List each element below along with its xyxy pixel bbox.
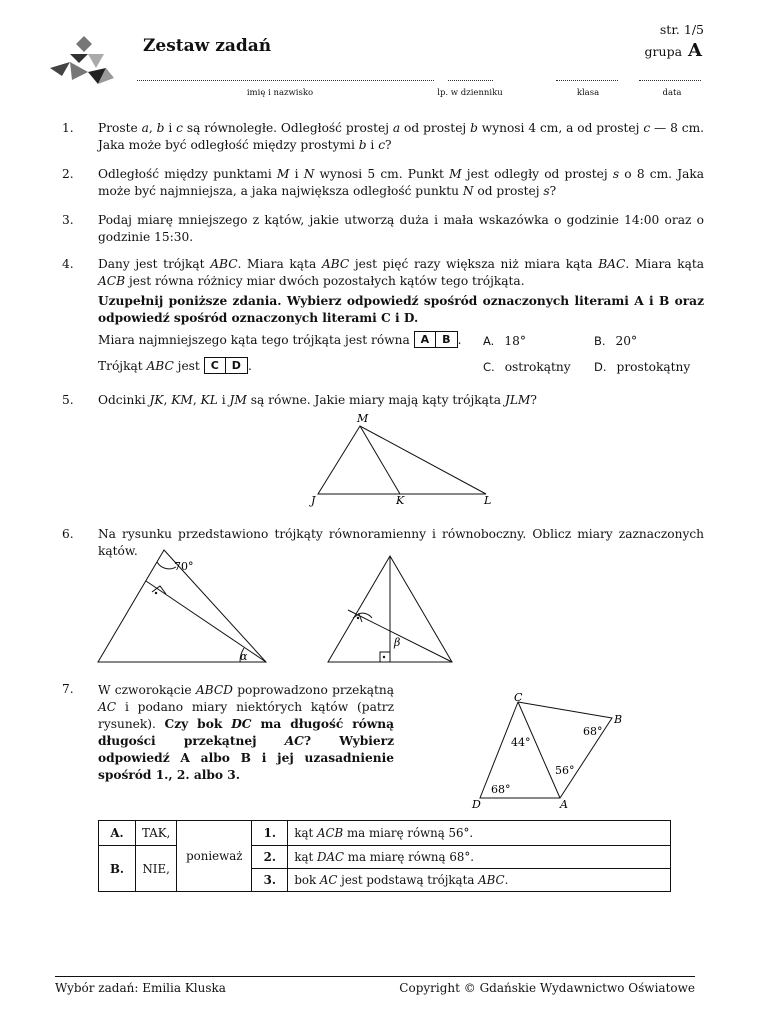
reason-3-number[interactable]: 3. [252,869,288,892]
reason-1-text[interactable]: kąt ACB ma miarę równą 56°. [288,821,671,846]
answer-b-label: NIE, [136,846,177,892]
label-j: J [311,494,316,507]
page-number: str. 1/5 [659,22,704,37]
answer-b-cell[interactable]: B. [99,846,136,892]
page-title: Zestaw zadań [143,36,272,56]
reason-3-text[interactable]: bok AC jest podstawą trójkąta ABC. [288,869,671,892]
option-a[interactable]: A. 18° [483,334,526,348]
option-b[interactable]: B. 20° [594,334,638,348]
date-field[interactable] [639,72,701,81]
footer-copyright: Copyright © Gdańskie Wydawnictwo Oświatowe [399,981,695,995]
reason-2-number[interactable]: 2. [252,846,288,869]
choice-box-cd[interactable]: C D [204,357,248,374]
answer-a-label: TAK, [136,821,177,846]
number-field[interactable] [448,72,493,81]
label-c: C [514,691,523,704]
figure-6-equilateral [322,552,462,668]
figure-6-isosceles [94,546,274,666]
angle-a-56: 56° [555,764,575,777]
label-m: M [357,412,369,425]
angle-c-44: 44° [511,736,531,749]
task-7: W czworokącie ABCD poprowadzono przekątną AC i podano miary niektórych kątów (patrz rysunek). Czy bok DC ma długość równą długości przekątnej AC? Wybierz odpowiedź A albo B i jej uzasadnienie spośród 1., 2. albo 3. [98,683,395,782]
class-field[interactable] [556,72,618,81]
because-label: ponieważ [177,821,252,892]
label-k: K [396,494,405,507]
task-7-number: 7. [62,682,74,696]
name-label: imię i nazwisko [246,88,314,98]
label-d: D [472,798,481,811]
name-field[interactable] [137,72,434,81]
label-b: B [614,713,623,726]
angle-70: 70° [174,560,194,573]
class-label: klasa [576,88,600,98]
figure-5-triangle [300,408,510,508]
option-c[interactable]: C. ostrokątny [483,360,571,374]
angle-beta: β [394,636,401,649]
angle-alpha: α [240,650,248,663]
figure-7-quadrilateral [466,690,636,814]
date-label: data [662,88,682,98]
reason-2-text[interactable]: kąt DAC ma miarę równą 68°. [288,846,671,869]
group-indicator: grupa A [644,40,702,61]
angle-d-68: 68° [491,783,511,796]
footer-divider [55,976,695,977]
task-4-sentence-1: Miara najmniejszego kąta tego trójkąta jest równa A B . [98,333,462,347]
choice-box-ab[interactable]: A B [414,331,458,348]
reason-1-number[interactable]: 1. [252,821,288,846]
label-a: A [560,798,568,811]
task-4-sentence-2: Trójkąt ABC jest C D . [98,359,252,373]
answer-a-cell[interactable]: A. [99,821,136,846]
footer-author: Wybór zadań: Emilia Kluska [55,981,226,995]
logo-icon [48,34,116,88]
angle-b-68: 68° [583,725,603,738]
option-d[interactable]: D. prostokątny [594,360,691,374]
number-label: lp. w dzienniku [437,88,503,98]
answer-table-body [98,820,671,892]
label-l: L [484,494,492,507]
